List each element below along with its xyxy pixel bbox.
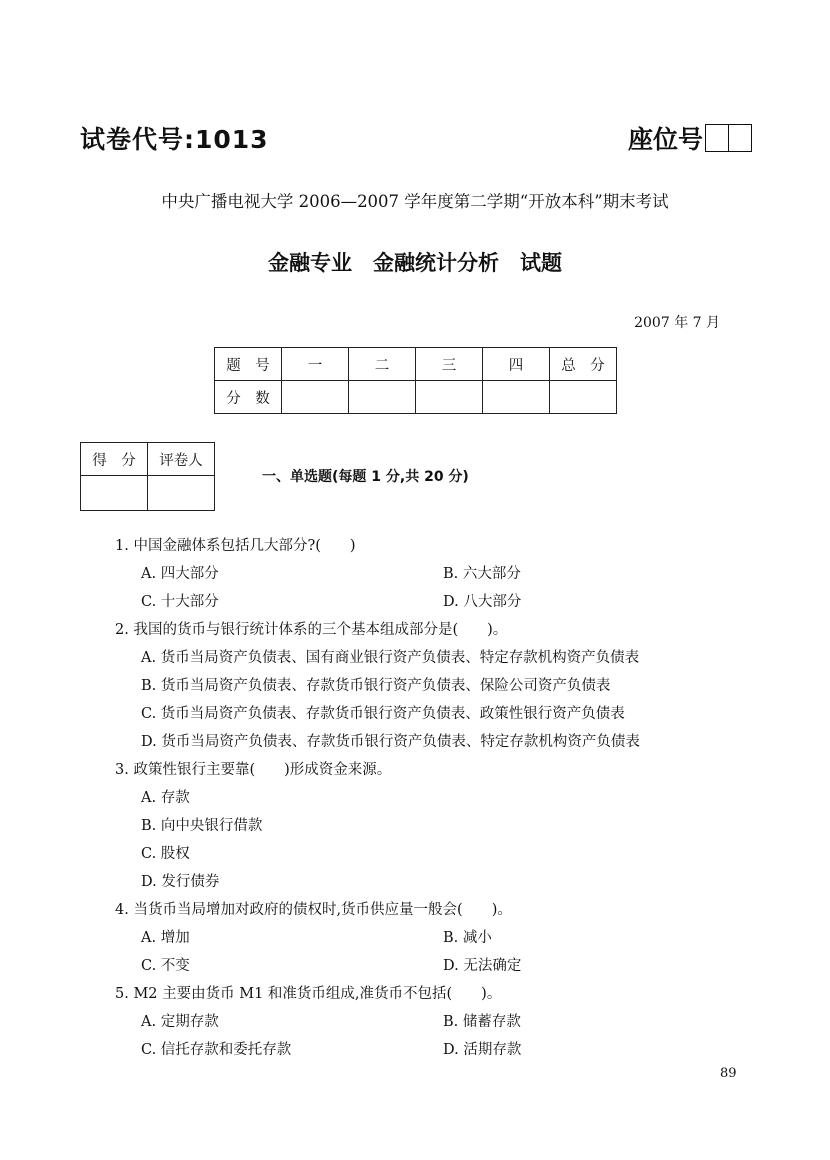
- score-entry-cell: [282, 381, 349, 414]
- question-option: A. 存款: [141, 790, 190, 806]
- question-option: B. 六大部分: [443, 566, 521, 582]
- grader-table-header-row: [81, 443, 215, 476]
- score-table-cell: 二: [349, 348, 416, 381]
- question-option: A. 增加: [141, 930, 190, 946]
- question-stem: 2. 我国的货币与银行统计体系的三个基本组成部分是( )。: [115, 622, 508, 638]
- question-option: A. 货币当局资产负债表、国有商业银行资产负债表、特定存款机构资产负债表: [141, 650, 640, 666]
- question-option: D. 无法确定: [443, 958, 522, 974]
- seat-label: 座位号: [628, 125, 704, 154]
- score-table-cell: 题 号: [215, 348, 282, 381]
- exam-header: 中央广播电视大学 2006—2007 学年度第二学期“开放本科”期末考试: [161, 192, 669, 211]
- paper-code: 试卷代号:1013: [80, 125, 269, 154]
- question-option: C. 信托存款和委托存款: [141, 1042, 292, 1058]
- question-option: D. 货币当局资产负债表、存款货币银行资产负债表、特定存款机构资产负债表: [141, 734, 640, 750]
- seat-number: [628, 120, 752, 156]
- score-entry-cell: [349, 381, 416, 414]
- question-option: A. 四大部分: [141, 566, 219, 582]
- question-option: D. 活期存款: [443, 1042, 522, 1058]
- question-stem: 4. 当货币当局增加对政府的债权时,货币供应量一般会( )。: [115, 902, 512, 918]
- question-option: D. 发行债券: [141, 874, 220, 890]
- score-table-cell: 总 分: [550, 348, 617, 381]
- exam-date: 2007 年 7 月: [634, 315, 720, 331]
- score-table: [214, 347, 617, 414]
- question-option: B. 向中央银行借款: [141, 818, 263, 834]
- question-stem: 5. M2 主要由货币 M1 和准货币组成,准货币不包括( )。: [115, 986, 502, 1002]
- score-entry-cell: [483, 381, 550, 414]
- question-option: A. 定期存款: [141, 1014, 219, 1030]
- question-option: C. 货币当局资产负债表、存款货币银行资产负债表、政策性银行资产负债表: [141, 706, 625, 722]
- grader-label: 评卷人: [148, 443, 215, 476]
- seat-box: [728, 124, 752, 152]
- score-table-cell: 一: [282, 348, 349, 381]
- score-table-cell: 四: [483, 348, 550, 381]
- seat-box: [705, 124, 729, 152]
- question-option: C. 股权: [141, 846, 190, 862]
- question-option: D. 八大部分: [443, 594, 522, 610]
- page-number: 89: [720, 1066, 737, 1081]
- exam-title: 金融专业 金融统计分析 试题: [268, 251, 562, 275]
- grader-table-entry-row: [81, 476, 215, 511]
- question-option: B. 储蓄存款: [443, 1014, 521, 1030]
- question-stem: 3. 政策性银行主要靠( )形成资金来源。: [115, 762, 392, 778]
- score-entry-cell: [550, 381, 617, 414]
- grader-table: [80, 442, 215, 511]
- grader-entry-cell: [148, 476, 215, 511]
- score-table-cell: 三: [416, 348, 483, 381]
- question-option: B. 减小: [443, 930, 492, 946]
- score-label: 得 分: [81, 443, 148, 476]
- section-title: 一、单选题(每题 1 分,共 20 分): [262, 469, 469, 485]
- question-option: B. 货币当局资产负债表、存款货币银行资产负债表、保险公司资产负债表: [141, 678, 611, 694]
- score-entry-cell: [416, 381, 483, 414]
- score-table-cell: 分 数: [215, 381, 282, 414]
- score-entry-cell: [81, 476, 148, 511]
- score-table-score-row: [215, 381, 617, 414]
- question-option: C. 十大部分: [141, 594, 219, 610]
- question-option: C. 不变: [141, 958, 190, 974]
- score-table-header-row: [215, 348, 617, 381]
- question-stem: 1. 中国金融体系包括几大部分?( ): [115, 538, 356, 554]
